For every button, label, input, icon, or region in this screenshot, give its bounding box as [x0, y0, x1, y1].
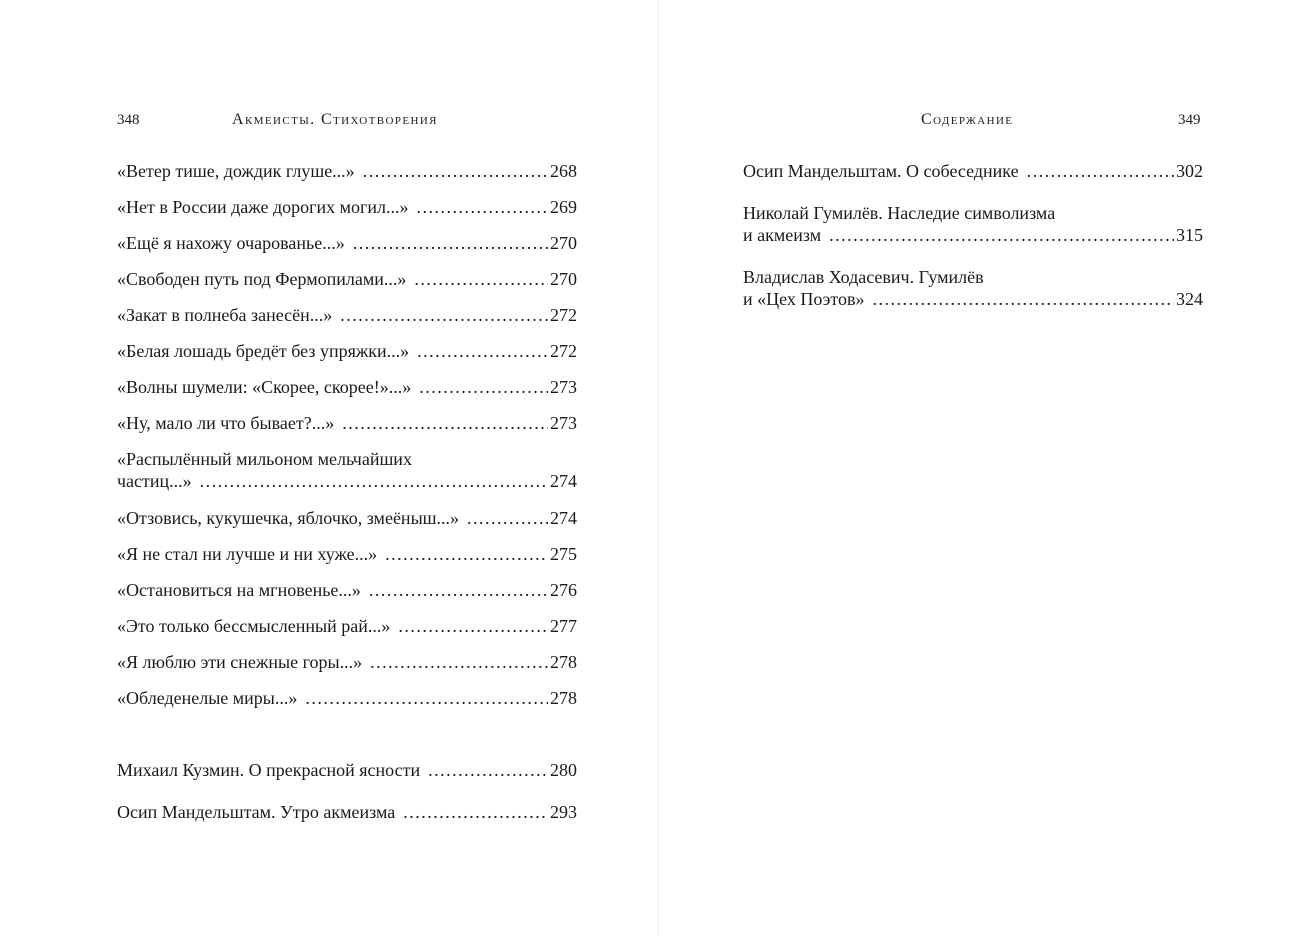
- toc-entry: [117, 304, 577, 326]
- toc-entry-title-line: Николай Гумилёв. Наследие символизма: [743, 203, 1056, 223]
- toc-entry-title: «Белая лошадь бредёт без упряжки...»: [117, 341, 410, 361]
- right-running-title: Содержание: [921, 111, 1014, 128]
- toc-entry: [117, 232, 577, 254]
- dot-leader: [419, 376, 548, 398]
- toc-entry-title: «Обледенелые миры...»: [117, 688, 298, 708]
- dot-leader: [1027, 160, 1174, 182]
- toc-entry: [117, 507, 577, 529]
- toc-entry-title: и «Цех Поэтов»: [743, 289, 865, 309]
- toc-entry-title: «Нет в России даже дорогих могил...»: [117, 197, 409, 217]
- toc-entry-page: 276: [550, 580, 577, 600]
- dot-leader: [398, 615, 548, 637]
- dot-leader: [342, 412, 548, 434]
- contents-list-essays: [743, 0, 1203, 936]
- toc-entry-title: «Остановиться на мгновенье...»: [117, 580, 361, 600]
- dot-leader: [417, 340, 548, 362]
- dot-leader: [305, 687, 548, 709]
- toc-entry-page: 272: [550, 305, 577, 325]
- toc-entry-page: 269: [550, 197, 577, 217]
- toc-entry-title: Осип Мандельштам. О собеседнике: [743, 161, 1019, 181]
- toc-entry: [117, 543, 577, 565]
- dot-leader: [417, 196, 548, 218]
- toc-entry: [117, 579, 577, 601]
- toc-entry-page: 268: [550, 161, 577, 181]
- toc-entry-title: «Ещё я нахожу очарованье...»: [117, 233, 345, 253]
- toc-entry-title: «Отзовись, кукушечка, яблочко, змеёныш...»: [117, 508, 460, 528]
- toc-entry-title: «Это только бессмысленный рай...»: [117, 616, 391, 636]
- toc-entry-page: 274: [550, 471, 577, 491]
- toc-entry: [117, 448, 577, 492]
- dot-leader: [200, 470, 548, 492]
- dot-leader: [872, 288, 1174, 310]
- dot-leader: [370, 651, 548, 673]
- toc-entry-title: «Свободен путь под Фермопилами...»: [117, 269, 407, 289]
- toc-essay-entry: [117, 801, 577, 823]
- dot-leader: [340, 304, 548, 326]
- toc-entry-title: «Закат в полнеба занесён...»: [117, 305, 333, 325]
- toc-entry: [117, 412, 577, 434]
- toc-entry-title: «Ветер тише, дождик глуше...»: [117, 161, 355, 181]
- dot-leader: [363, 160, 548, 182]
- dot-leader: [353, 232, 548, 254]
- toc-entry: [117, 376, 577, 398]
- contents-list-poems: [117, 0, 577, 936]
- toc-entry: [117, 196, 577, 218]
- toc-entry-title-line: «Распылённый мильоном мельчайших: [117, 449, 412, 469]
- toc-entry-page: 280: [550, 760, 577, 780]
- toc-entry-page: 275: [550, 544, 577, 564]
- left-running-title: Акмеисты. Стихотворения: [232, 111, 438, 128]
- toc-entry-page: 270: [550, 269, 577, 289]
- dot-leader: [467, 507, 548, 529]
- toc-entry-page: 277: [550, 616, 577, 636]
- right-page: [659, 0, 1316, 936]
- toc-entry-page: 273: [550, 413, 577, 433]
- toc-essay-entry: [743, 160, 1203, 182]
- toc-entry-page: 274: [550, 508, 577, 528]
- toc-entry-page: 293: [550, 802, 577, 822]
- toc-entry-page: 273: [550, 377, 577, 397]
- toc-entry: [117, 687, 577, 709]
- toc-essay-entry: [743, 266, 1203, 310]
- toc-entry-title: и акмеизм: [743, 225, 822, 245]
- toc-entry-title: «Волны шумели: «Скорее, скорее!»...»: [117, 377, 412, 397]
- dot-leader: [428, 759, 548, 781]
- toc-entry-title: «Ну, мало ли что бывает?...»: [117, 413, 335, 433]
- dot-leader: [369, 579, 548, 601]
- left-page-number: 348: [117, 112, 140, 128]
- toc-entry: [117, 340, 577, 362]
- toc-entry-title-line: Владислав Ходасевич. Гумилёв: [743, 267, 984, 287]
- dot-leader: [829, 224, 1174, 246]
- dot-leader: [414, 268, 548, 290]
- toc-entry: [117, 651, 577, 673]
- toc-entry-title: Осип Мандельштам. Утро акмеизма: [117, 802, 396, 822]
- dot-leader: [385, 543, 548, 565]
- toc-entry-page: 324: [1176, 289, 1203, 309]
- toc-entry-page: 315: [1176, 225, 1203, 245]
- toc-essay-entry: [743, 202, 1203, 246]
- toc-entry-page: 272: [550, 341, 577, 361]
- toc-essay-entry: [117, 759, 577, 781]
- toc-entry-title: частиц...»: [117, 471, 192, 491]
- toc-entry: [117, 615, 577, 637]
- toc-entry-title: «Я люблю эти снежные горы...»: [117, 652, 363, 672]
- toc-entry-page: 302: [1176, 161, 1203, 181]
- right-page-number: 349: [1178, 112, 1201, 128]
- toc-entry-page: 270: [550, 233, 577, 253]
- toc-entry-title: «Я не стал ни лучше и ни хуже...»: [117, 544, 378, 564]
- toc-entry-page: 278: [550, 652, 577, 672]
- toc-entry-title: Михаил Кузмин. О прекрасной ясности: [117, 760, 421, 780]
- dot-leader: [403, 801, 548, 823]
- toc-entry: [117, 160, 577, 182]
- toc-entry: [117, 268, 577, 290]
- toc-entry-page: 278: [550, 688, 577, 708]
